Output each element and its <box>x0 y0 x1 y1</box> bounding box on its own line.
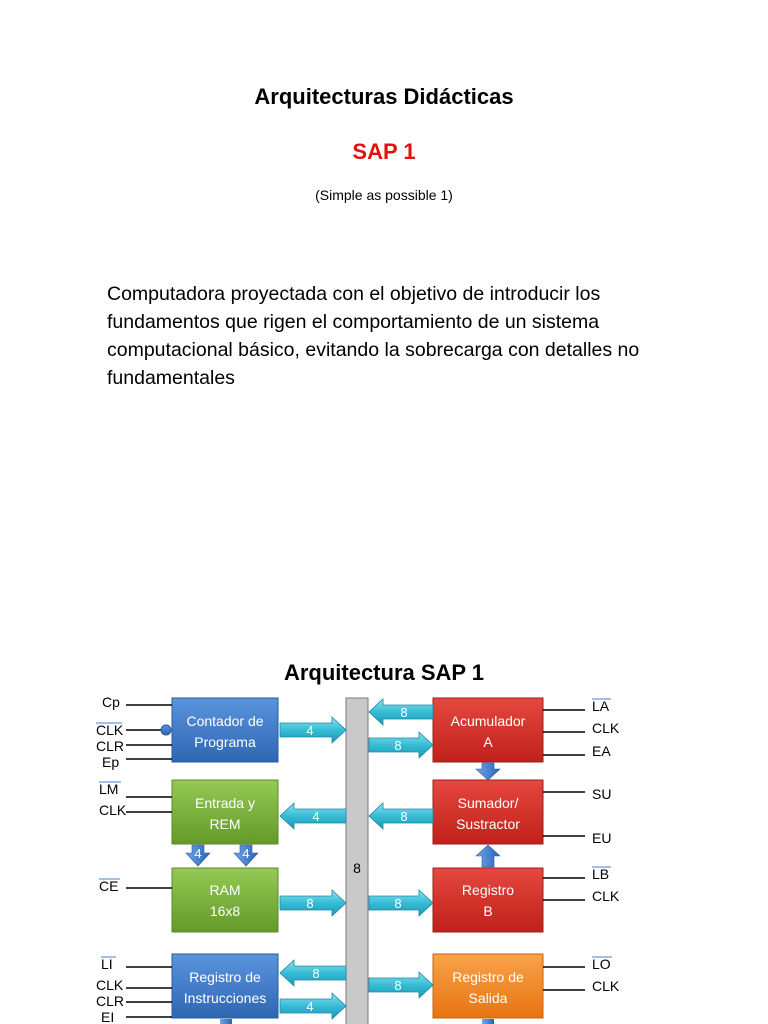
arrow-output-down <box>482 1019 494 1024</box>
output-register-label-1: Registro de <box>452 969 524 985</box>
signal-clk-ir: CLK <box>96 977 124 993</box>
signal-eu: EU <box>592 830 612 846</box>
mar-label-2: REM <box>209 816 241 832</box>
signal-ce: CE <box>99 878 119 894</box>
instruction-register-label-2: Instrucciones <box>183 990 267 1006</box>
signal-su: SU <box>592 786 612 802</box>
page-title: Arquitecturas Didácticas <box>254 84 514 109</box>
arrow-mar-to-ram-b <box>234 845 258 866</box>
signal-ea: EA <box>592 743 611 759</box>
output-register-label-2: Salida <box>468 990 508 1006</box>
bw-mar-ram-b: 4 <box>242 846 250 861</box>
left-signal-lines <box>126 705 172 1017</box>
ram-label-2: 16x8 <box>209 903 241 919</box>
signal-clk-out: CLK <box>592 978 620 994</box>
ram-block <box>172 868 278 932</box>
accumulator-label-2: A <box>483 734 493 750</box>
arrow-ir-to-control <box>220 1019 232 1024</box>
signal-clk-mar: CLK <box>99 802 127 818</box>
signal-ep: Ep <box>102 754 120 770</box>
signal-clk-acc: CLK <box>592 720 620 736</box>
arrow-pc-to-bus <box>280 717 346 743</box>
diagram-title: Arquitectura SAP 1 <box>283 660 485 685</box>
bw-mar-ram-a: 4 <box>194 846 202 861</box>
program-counter-block <box>172 698 278 762</box>
signal-li: LI <box>101 956 113 972</box>
bw-pc-out: 4 <box>306 723 314 738</box>
arrow-alu-to-bus <box>369 803 433 829</box>
bw-ir-in: 8 <box>312 966 320 981</box>
bus-width-label: 8 <box>353 860 361 876</box>
arrow-bus-to-acc <box>369 732 433 758</box>
register-b-label-2: B <box>483 903 493 919</box>
signal-clk-pc: CLK <box>96 722 124 738</box>
arrow-bus-to-mar <box>280 803 346 829</box>
signal-ei: EI <box>101 1009 115 1024</box>
arrow-regb-to-alu <box>476 845 500 867</box>
bw-alu-out: 8 <box>400 809 408 824</box>
bw-acc-out: 8 <box>400 705 408 720</box>
arrow-ir-to-bus <box>280 993 346 1019</box>
bw-out-in: 8 <box>394 978 402 993</box>
clock-inverter-bubble <box>161 725 171 735</box>
bw-ir-out: 4 <box>306 999 314 1014</box>
signal-clr-ir: CLR <box>96 993 125 1009</box>
arrow-bus-to-ir <box>280 960 346 986</box>
signal-clk-regb: CLK <box>592 888 620 904</box>
arrow-ram-to-bus <box>280 890 346 916</box>
signal-lo: LO <box>592 956 611 972</box>
accumulator-block <box>433 698 543 762</box>
mar-label-1: Entrada y <box>195 795 255 811</box>
arrow-acc-to-alu <box>476 763 500 780</box>
signal-lb: LB <box>592 866 610 882</box>
subtitle-note: (Simple as possible 1) <box>315 187 453 203</box>
bw-acc-in: 8 <box>394 738 402 753</box>
adder-subtractor-label-1: Sumador/ <box>457 795 519 811</box>
accumulator-label-1: Acumulador <box>450 713 526 729</box>
ram-label-1: RAM <box>209 882 241 898</box>
arrow-bus-to-regb <box>369 890 433 916</box>
intro-paragraph: Computadora proyectada con el objetivo de introducir los fundamentos que rigen el comportamiento de un sistema computacional básico, evitando la sobrecarga con detalles no fundamentales <box>107 283 640 389</box>
signal-clr-pc: CLR <box>96 738 125 754</box>
bw-mar-in: 4 <box>312 809 320 824</box>
bw-regb-in: 8 <box>394 896 402 911</box>
mar-block <box>172 780 278 844</box>
page-subtitle: SAP 1 <box>352 139 416 164</box>
right-signal-lines <box>543 710 585 990</box>
register-b-block <box>433 868 543 932</box>
signal-lm: LM <box>99 781 119 797</box>
arrow-mar-to-ram-a <box>186 845 210 866</box>
register-b-label-1: Registro <box>461 882 515 898</box>
program-counter-label-2: Programa <box>194 734 256 750</box>
arrow-bus-to-output <box>369 972 433 998</box>
adder-subtractor-label-2: Sustractor <box>456 816 520 832</box>
signal-la: LA <box>592 698 610 714</box>
arrow-acc-to-bus <box>369 699 433 725</box>
output-register-block <box>433 954 543 1018</box>
adder-subtractor-block <box>433 780 543 844</box>
program-counter-label-1: Contador de <box>186 713 264 729</box>
signal-cp: Cp <box>102 694 120 710</box>
instruction-register-label-1: Registro de <box>189 969 261 985</box>
sap1-architecture-diagram <box>0 690 768 1024</box>
bw-ram-out: 8 <box>306 896 314 911</box>
instruction-register-block <box>172 954 278 1018</box>
